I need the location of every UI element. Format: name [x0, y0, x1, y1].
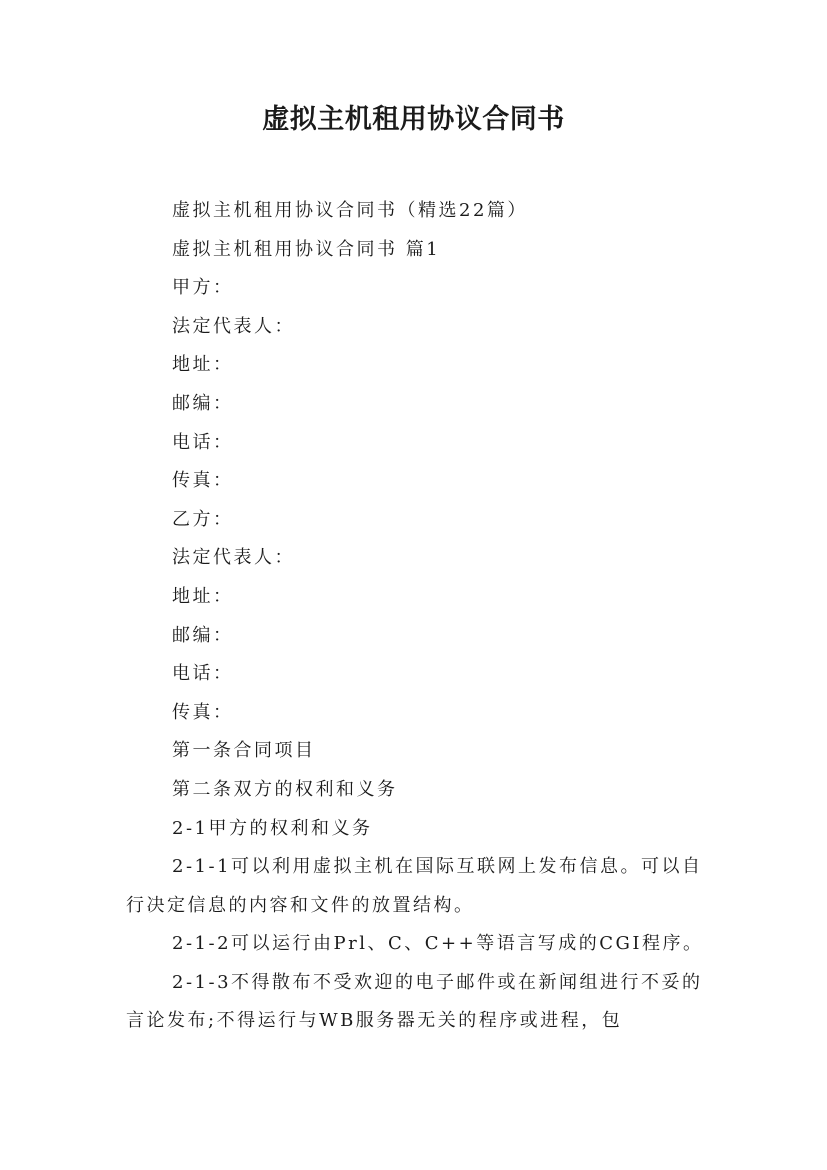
- paragraph: 电话：: [172, 663, 234, 685]
- paragraph: 2-1-1可以利用虚拟主机在国际互联网上发布信息。可以自行决定信息的内容和文件的放置结构。: [126, 856, 703, 916]
- paragraph: 乙方：: [172, 508, 234, 530]
- paragraph: 传真：: [172, 701, 234, 723]
- paragraph: 地址：: [172, 585, 234, 607]
- paragraph: 第一条合同项目: [172, 740, 316, 762]
- paragraph: 2-1-2可以运行由Prl、C、C++等语言写成的CGI程序。: [172, 933, 704, 955]
- document-title: 虚拟主机租用协议合同书: [262, 104, 565, 135]
- paragraph: 传真：: [172, 470, 234, 492]
- paragraph: 2-1甲方的权利和义务: [172, 817, 373, 839]
- paragraph: 虚拟主机租用协议合同书 篇1: [172, 238, 441, 260]
- paragraph: 法定代表人：: [172, 547, 295, 569]
- paragraph: 第二条双方的权利和义务: [172, 778, 398, 800]
- paragraph: 甲方：: [172, 277, 234, 299]
- paragraph: 2-1-3不得散布不受欢迎的电子邮件或在新闻组进行不妥的言论发布;不得运行与WB服务器无关的程序或进程，包: [126, 971, 703, 1032]
- paragraph: 虚拟主机租用协议合同书（精选22篇）: [172, 200, 528, 221]
- paragraph: 电话：: [172, 431, 234, 453]
- paragraph: 地址：: [172, 354, 234, 376]
- paragraph: 邮编：: [172, 392, 234, 414]
- paragraph: 邮编：: [172, 624, 234, 646]
- document-body: [126, 192, 706, 1041]
- paragraph: 法定代表人：: [172, 315, 295, 337]
